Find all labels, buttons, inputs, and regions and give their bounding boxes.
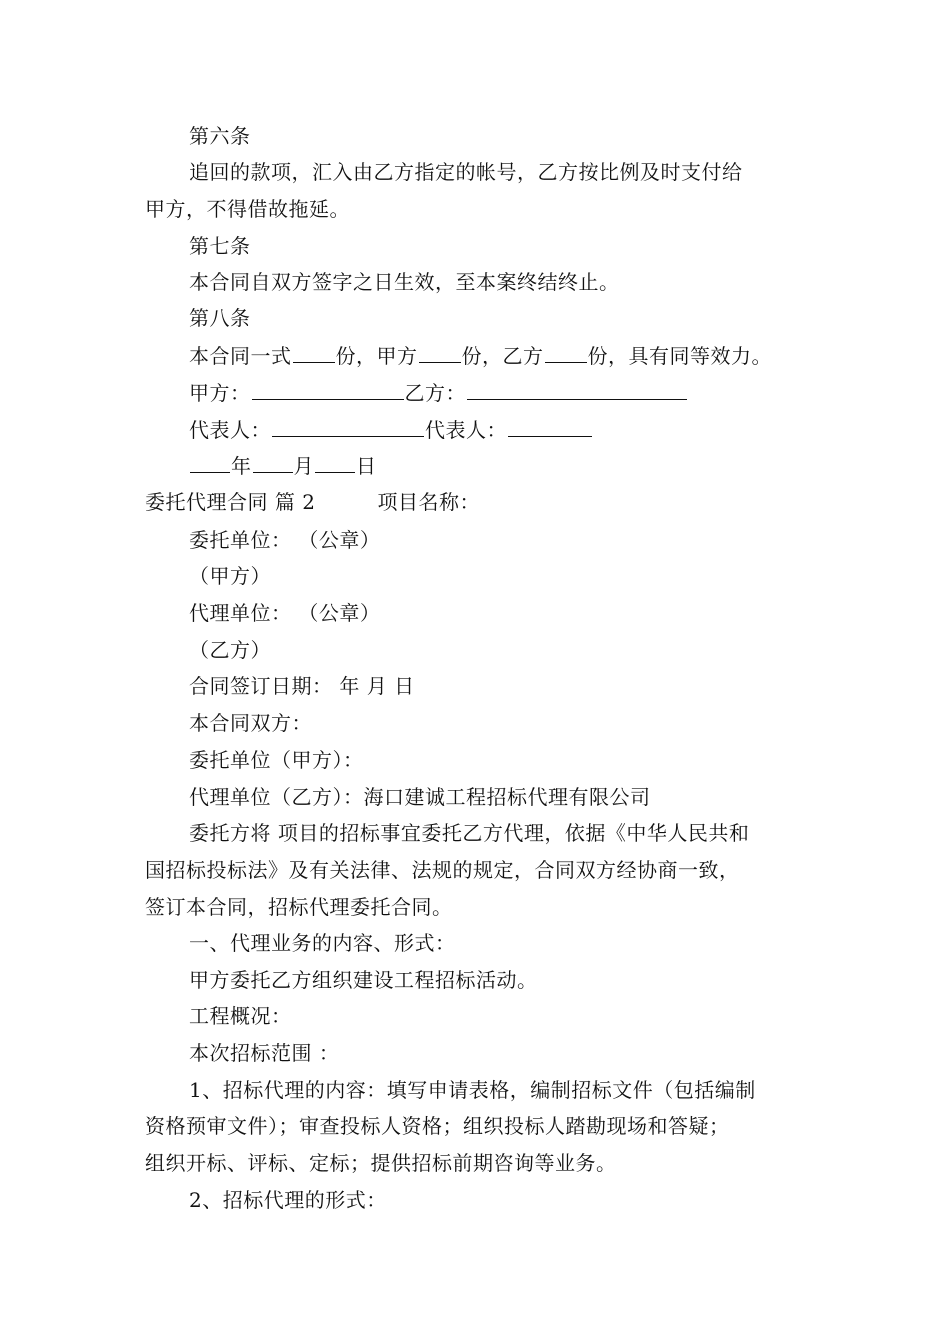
agent-unit: 代理单位： （公章） (189, 601, 381, 625)
section-2-heading (145, 490, 480, 514)
day-label: 日 (356, 454, 377, 478)
party-a-sign-blank (252, 379, 404, 400)
copies-text-4: 份，具有同等效力。 (587, 344, 772, 368)
rep-b-blank (508, 416, 592, 437)
copies-clause (189, 342, 772, 368)
item-2: 2、招标代理的形式： (189, 1188, 387, 1212)
month-label: 月 (293, 454, 314, 478)
article-7-text: 本合同自双方签字之日生效，至本案终结终止。 (189, 270, 620, 294)
party-a-sign-label: 甲方： (189, 381, 251, 405)
representative-signature-line (189, 416, 593, 442)
copies-party-b-blank (545, 342, 587, 363)
intro-paragraph-line-3: 签订本合同，招标代理委托合同。 (145, 895, 453, 919)
item-1-line-2: 资格预审文件）；审查投标人资格；组织投标人踏勘现场和答疑； (145, 1114, 730, 1138)
year-blank (190, 452, 230, 473)
rep-b-label: 代表人： (425, 418, 507, 442)
copies-text-1: 本合同一式 (189, 344, 292, 368)
party-b-sign-label: 乙方： (404, 381, 466, 405)
party-b-sign-blank (467, 379, 687, 400)
date-line (189, 452, 377, 478)
article-6-text-line-2: 甲方，不得借故拖延。 (145, 197, 350, 221)
day-blank (315, 452, 355, 473)
entrust-text: 甲方委托乙方组织建设工程招标活动。 (189, 968, 538, 992)
party-signature-line (189, 379, 688, 405)
article-7-title: 第七条 (189, 234, 251, 258)
intro-paragraph-line-2: 国招标投标法》及有关法律、法规的规定，合同双方经协商一致， (145, 858, 740, 882)
copies-party-a-blank (419, 342, 461, 363)
article-8-title: 第八条 (189, 306, 251, 330)
article-6-text-line-1: 追回的款项，汇入由乙方指定的帐号，乙方按比例及时支付给 (189, 160, 743, 184)
year-label: 年 (231, 454, 252, 478)
item-1-line-3: 组织开标、评标、定标；提供招标前期咨询等业务。 (145, 1151, 617, 1175)
client-unit: 委托单位： （公章） (189, 528, 381, 552)
item-1-line-1: 1、招标代理的内容：填写申请表格，编制招标文件（包括编制 (189, 1078, 756, 1102)
project-name-label: 项目名称： (377, 490, 480, 514)
intro-paragraph-line-1: 委托方将 项目的招标事宜委托乙方代理，依据《中华人民共和 (189, 821, 750, 845)
agent-party-b: 代理单位（乙方）：海口建诚工程招标代理有限公司 (189, 785, 651, 809)
copies-text-3: 份，乙方 (461, 344, 544, 368)
party-a-label: （甲方） (189, 564, 271, 588)
copies-total-blank (293, 342, 335, 363)
contract-sign-date: 合同签订日期： 年 月 日 (189, 674, 415, 698)
rep-a-blank (272, 416, 424, 437)
article-6-title: 第六条 (189, 124, 251, 148)
copies-text-2: 份，甲方 (335, 344, 418, 368)
section-heading-1: 一、代理业务的内容、形式： (189, 931, 456, 955)
month-blank (253, 452, 293, 473)
client-party-a: 委托单位（甲方）： (189, 748, 364, 772)
project-overview-label: 工程概况： (189, 1004, 292, 1028)
party-b-label: （乙方） (189, 638, 271, 662)
bid-scope-label: 本次招标范围 ： (189, 1041, 340, 1065)
section-2-title: 委托代理合同 篇 2 (145, 490, 316, 514)
rep-a-label: 代表人： (189, 418, 271, 442)
both-parties-label: 本合同双方： (189, 711, 312, 735)
